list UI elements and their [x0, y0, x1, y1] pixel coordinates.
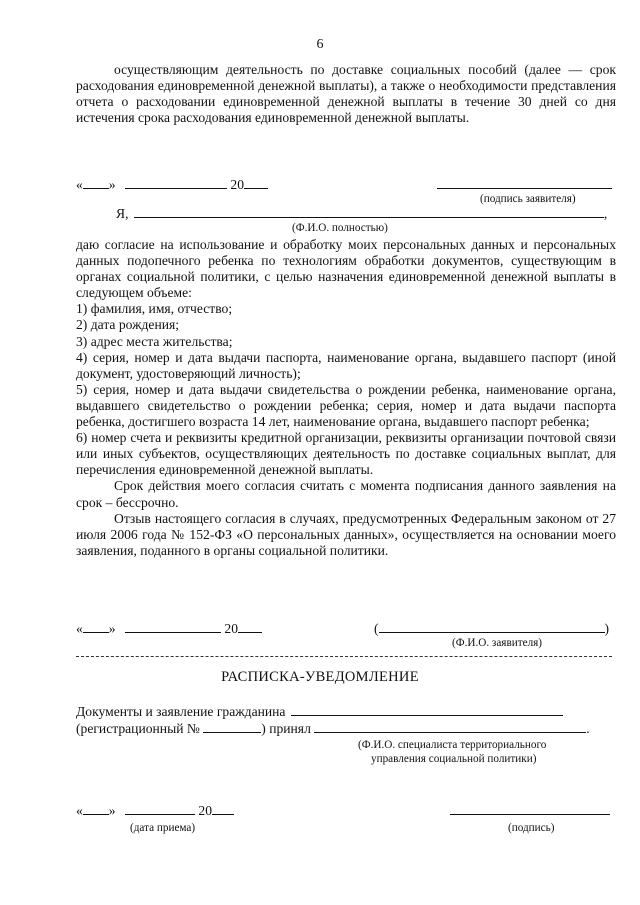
receipt-signature-line[interactable]: [450, 802, 610, 819]
specialist-caption-2: управления социальной политики): [371, 753, 537, 765]
consent-lead: даю согласие на использование и обработку моих персональных данных и персональных данных подопечного ребенка по технологиям обработки документов, существующим в органах социальной политики, с целью назначения единовременной денежной выплаты в следующем объеме:: [76, 237, 616, 301]
receipt-date-caption: (дата приема): [130, 822, 196, 834]
registration-number-field[interactable]: [203, 720, 261, 733]
day-field[interactable]: [83, 802, 109, 815]
continuation-paragraph: [76, 62, 616, 126]
date-close-quote: »: [108, 177, 116, 192]
year-prefix: 20: [224, 621, 238, 636]
consent-item: 3) адрес места жительства;: [76, 333, 233, 349]
year-field[interactable]: [212, 802, 234, 815]
consent-item: 1) фамилия, имя, отчество;: [76, 301, 233, 317]
month-field[interactable]: [125, 620, 221, 633]
consent-prefix: Я,: [116, 206, 129, 221]
receipt-signature-caption: (подпись): [508, 822, 555, 834]
page-number: 6: [316, 37, 324, 52]
day-field[interactable]: [83, 620, 109, 633]
consent-date-row: [76, 620, 262, 637]
year-field[interactable]: [238, 620, 262, 633]
receipt-line1-prefix: Документы и заявление гражданина: [76, 704, 286, 719]
date-open-quote: «: [76, 177, 83, 192]
receipt-date-row: [76, 802, 234, 819]
receipt-line2-middle: ) принял: [261, 721, 311, 736]
date-open-quote: «: [76, 621, 83, 636]
continuation-text: осуществляющим деятельность по доставке социальных пособий (далее — срок расходования единовременной денежной выплаты), а также о необходимости представления отчета о расходовании единовременной денежной выплаты в течение 30 дней со дня истечения срока расходования единовременной денежной выплаты.: [76, 62, 616, 126]
specialist-name-field[interactable]: [314, 720, 586, 733]
consent-term: Срок действия моего согласия считать с момента подписания данного заявления на срок – бессрочно.: [76, 478, 616, 510]
applicant-signature-caption: (подпись заявителя): [480, 193, 576, 205]
full-name-field[interactable]: [134, 205, 604, 218]
receipt-title: РАСПИСКА-УВЕДОМЛЕНИЕ: [221, 669, 419, 685]
day-field[interactable]: [83, 176, 109, 189]
receipt-line-2: (регистрационный № ) принял .: [76, 721, 590, 736]
consent-name-row: Я, ,: [116, 206, 608, 221]
consent-item: 4) серия, номер и дата выдачи паспорта, наименование органа, выдавшего паспорт (иной документ, удостоверяющий личность);: [76, 349, 616, 381]
date-open-quote: «: [76, 803, 83, 818]
date-close-quote: »: [108, 803, 116, 818]
consent-item: 5) серия, номер и дата выдачи свидетельства о рождении ребенка, наименование органа, выдавшего свидетельство о рождении ребенка; серия, номер и дата выдачи паспорта ребенка, достигшего возраста 14 лет, наименование органа, выдавшего паспорт ребенка;: [76, 381, 616, 430]
citizen-name-field[interactable]: [291, 703, 563, 716]
month-field[interactable]: [125, 176, 227, 189]
month-field[interactable]: [125, 802, 195, 815]
year-prefix: 20: [230, 177, 244, 192]
receipt-line-1: [76, 703, 563, 720]
date-close-quote: »: [108, 621, 116, 636]
receipt-line2-prefix: (регистрационный №: [76, 721, 200, 736]
applicant-name-caption: (Ф.И.О. заявителя): [452, 637, 543, 649]
year-prefix: 20: [198, 803, 212, 818]
consent-body: [76, 237, 616, 559]
full-name-caption: (Ф.И.О. полностью): [292, 222, 388, 234]
applicant-date-row: [76, 176, 268, 193]
year-field[interactable]: [244, 176, 268, 189]
consent-item: 2) дата рождения;: [76, 317, 180, 333]
applicant-name-field[interactable]: ( ): [374, 621, 610, 636]
cut-line: [76, 656, 612, 657]
specialist-caption-1: (Ф.И.О. специалиста территориального: [358, 739, 547, 751]
consent-item: 6) номер счета и реквизиты кредитной организации, реквизиты организации почтовой связи или иных субъектов, осуществляющих деятельность по доставке социальных выплат, для перечисления единовременной денежной выплаты.: [76, 430, 616, 478]
consent-withdrawal: Отзыв настоящего согласия в случаях, предусмотренных Федеральным законом от 27 июля 2006 года № 152-ФЗ «О персональных данных», осуществляется на основании моего заявления, поданного в органы социальной политики.: [76, 510, 616, 558]
